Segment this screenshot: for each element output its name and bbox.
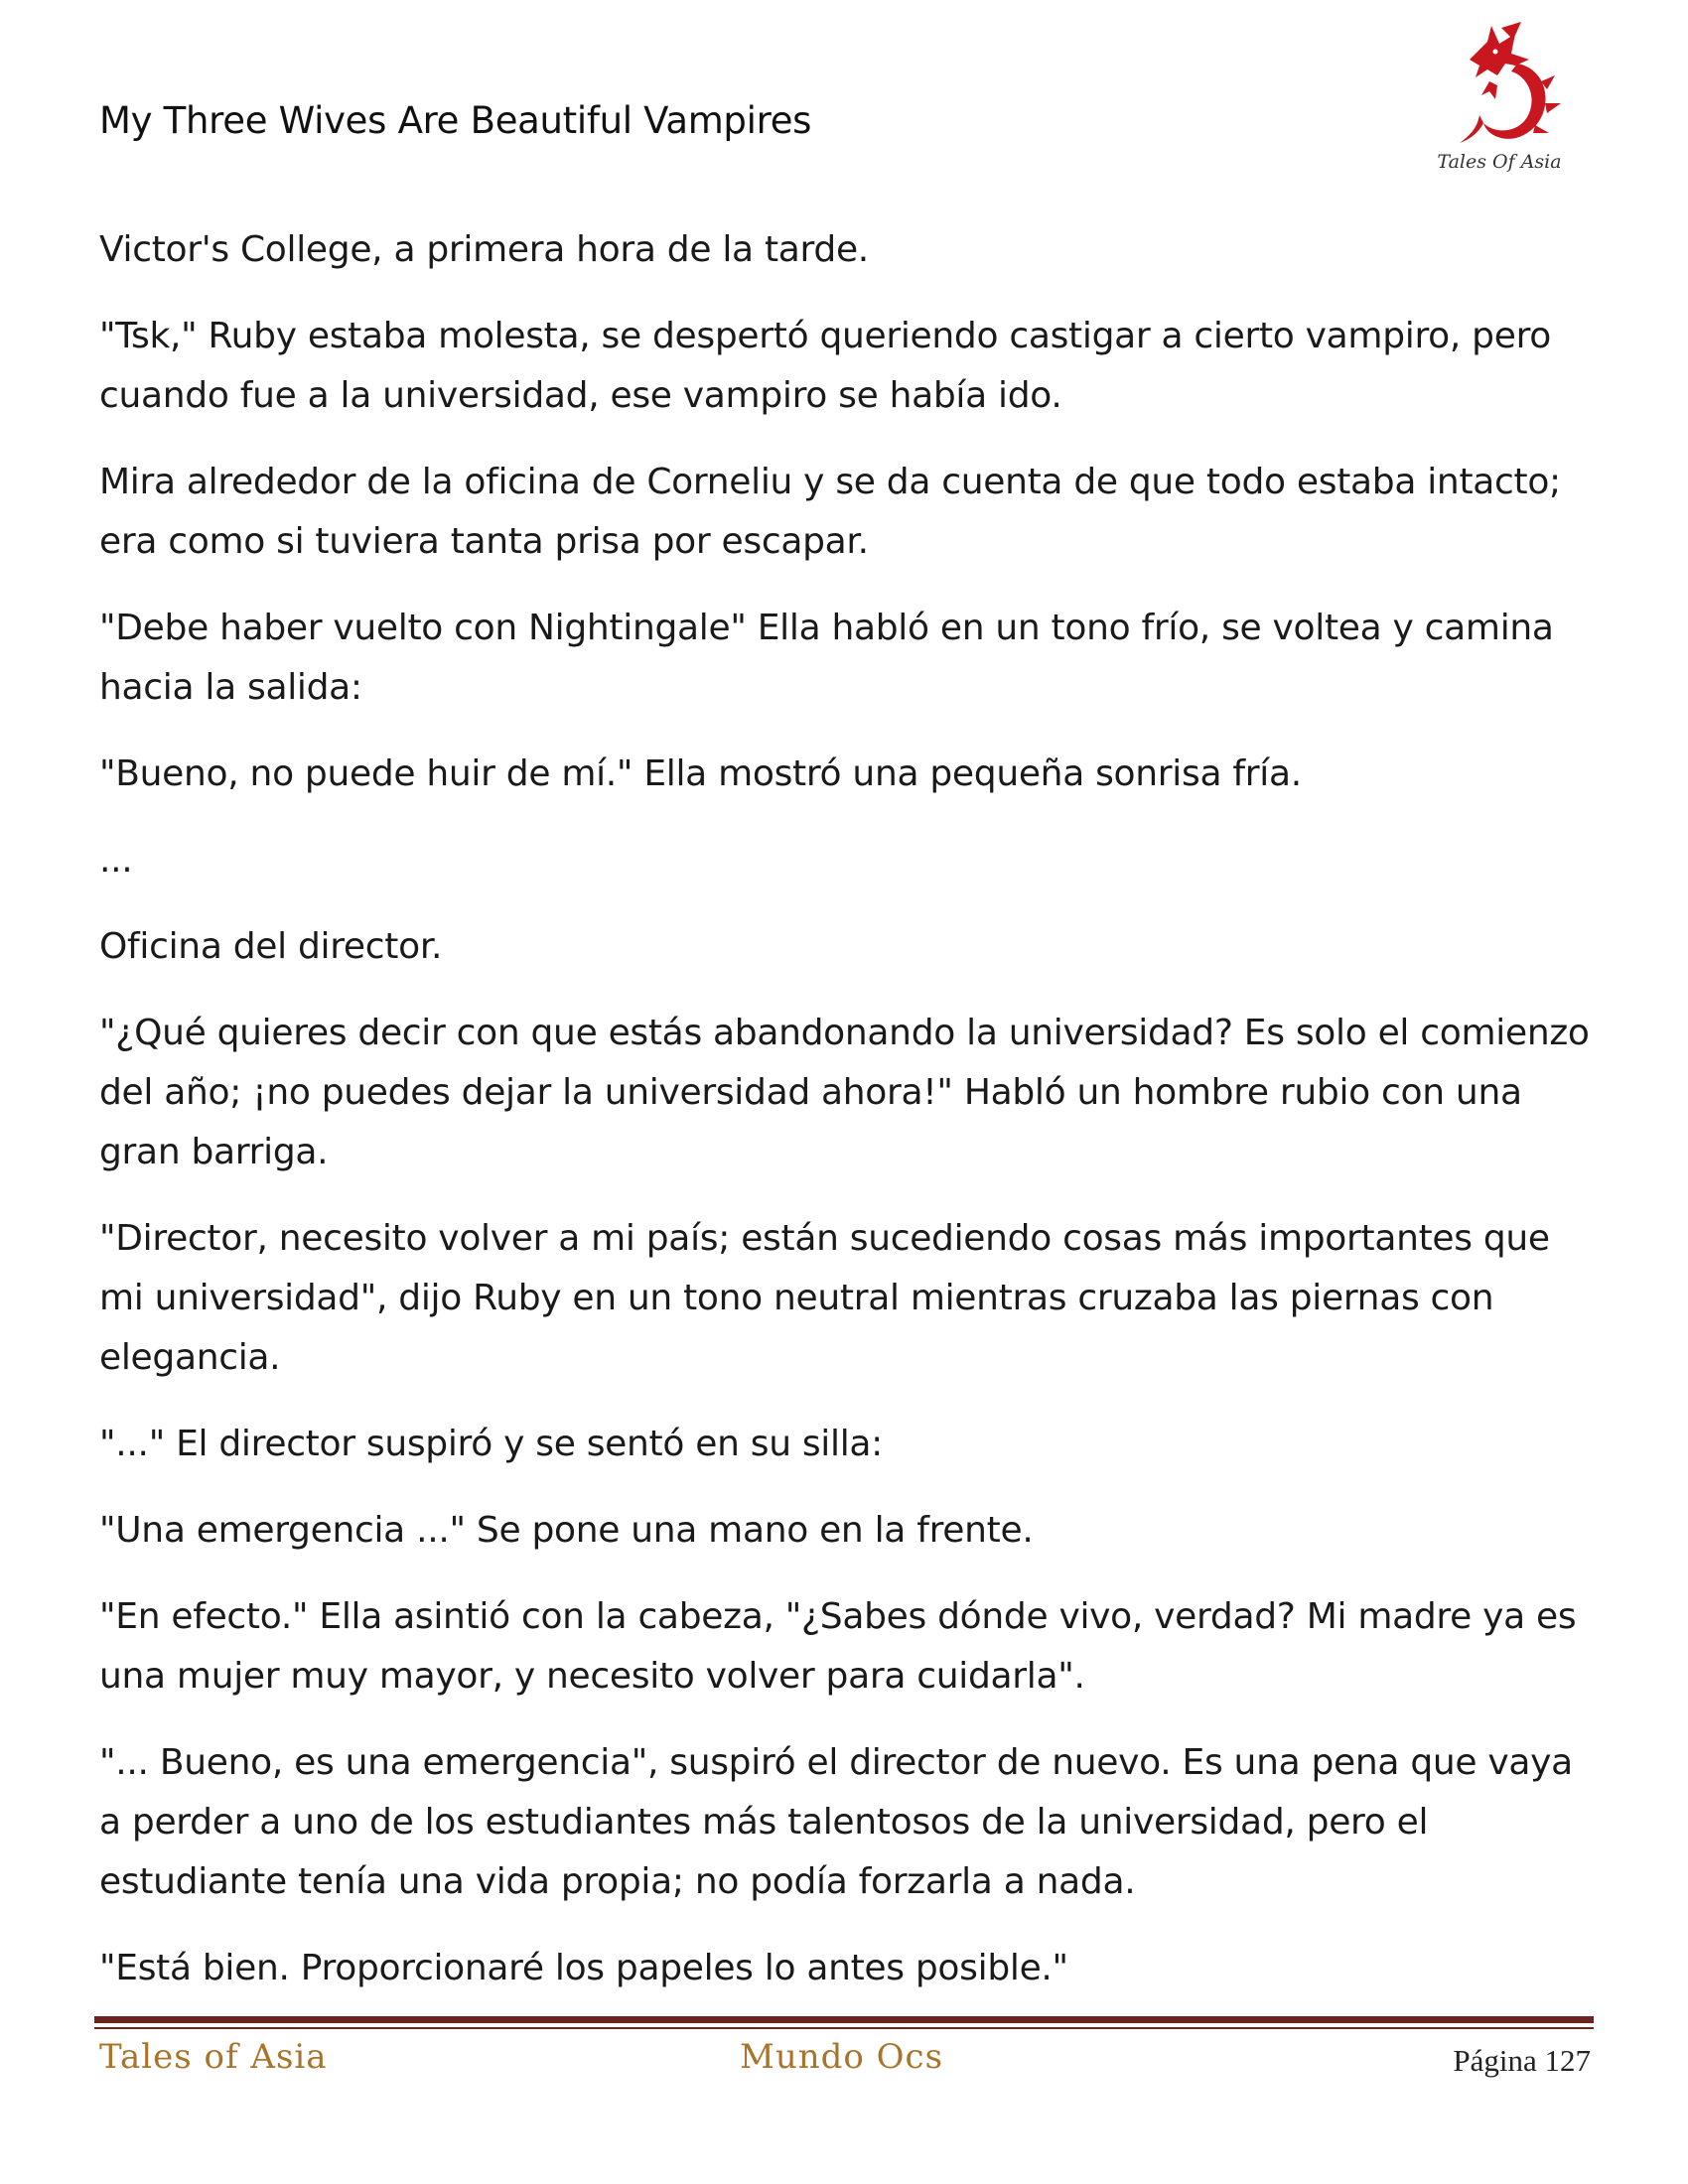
document-title: My Three Wives Are Beautiful Vampires: [99, 99, 812, 142]
paragraph: "En efecto." Ella asintió con la cabeza, "¿Sabes dónde vivo, verdad? Mi madre ya es una mujer muy mayor, y necesito volver para cuidarla".: [99, 1596, 1577, 1697]
paragraph: "¿Qué quieres decir con que estás abandonando la universidad? Es solo el comienzo del año; ¡no puedes dejar la universidad ahora!" Habló un hombre rubio con una gran barriga.: [99, 1013, 1590, 1172]
footer-group: Mundo Ocs: [740, 2037, 944, 2077]
footer-divider-thin: [94, 2027, 1594, 2029]
chapter-body: [99, 220, 1599, 2025]
paragraph: "... Bueno, es una emergencia", suspiró el director de nuevo. Es una pena que vaya a perder a uno de los estudiantes más talentosos de la universidad, pero el estudiante tenía una vida propia; no podía forzarla a nada.: [99, 1742, 1573, 1902]
scene-break: ...: [99, 840, 133, 881]
paragraph: "Está bien. Proporcionaré los papeles lo antes posible.": [99, 1948, 1068, 1988]
paragraph: "..." El director suspiró y se sentó en su silla:: [99, 1424, 884, 1464]
paragraph: Mira alrededor de la oficina de Corneliu y se da cuenta de que todo estaba intacto; era como si tuviera tanta prisa por escapar.: [99, 462, 1561, 562]
paragraph: Oficina del director.: [99, 926, 443, 967]
paragraph: "Director, necesito volver a mi país; están sucediendo cosas más importantes que mi universidad", dijo Ruby en un tono neutral mientras cruzaba las piernas con elegancia.: [99, 1218, 1550, 1378]
paragraph: "Una emergencia ..." Se pone una mano en la frente.: [99, 1510, 1034, 1551]
red-dragon-icon: [1430, 20, 1569, 159]
paragraph: "Tsk," Ruby estaba molesta, se despertó queriendo castigar a cierto vampiro, pero cuando fue a la universidad, ese vampiro se había ido.: [99, 316, 1552, 416]
paragraph: "Debe haber vuelto con Nightingale" Ella habló en un tono frío, se voltea y camina hacia la salida:: [99, 608, 1554, 708]
paragraph: Victor's College, a primera hora de la tarde.: [99, 229, 869, 270]
page-number: Página 127: [1453, 2043, 1591, 2078]
logo-caption: Tales Of Asia: [1437, 151, 1562, 173]
paragraph: "Bueno, no puede huir de mí." Ella mostró una pequeña sonrisa fría.: [99, 753, 1302, 794]
tales-of-asia-logo: [1430, 20, 1569, 184]
footer-divider: [94, 2016, 1594, 2023]
footer-publisher: Tales of Asia: [99, 2037, 328, 2077]
